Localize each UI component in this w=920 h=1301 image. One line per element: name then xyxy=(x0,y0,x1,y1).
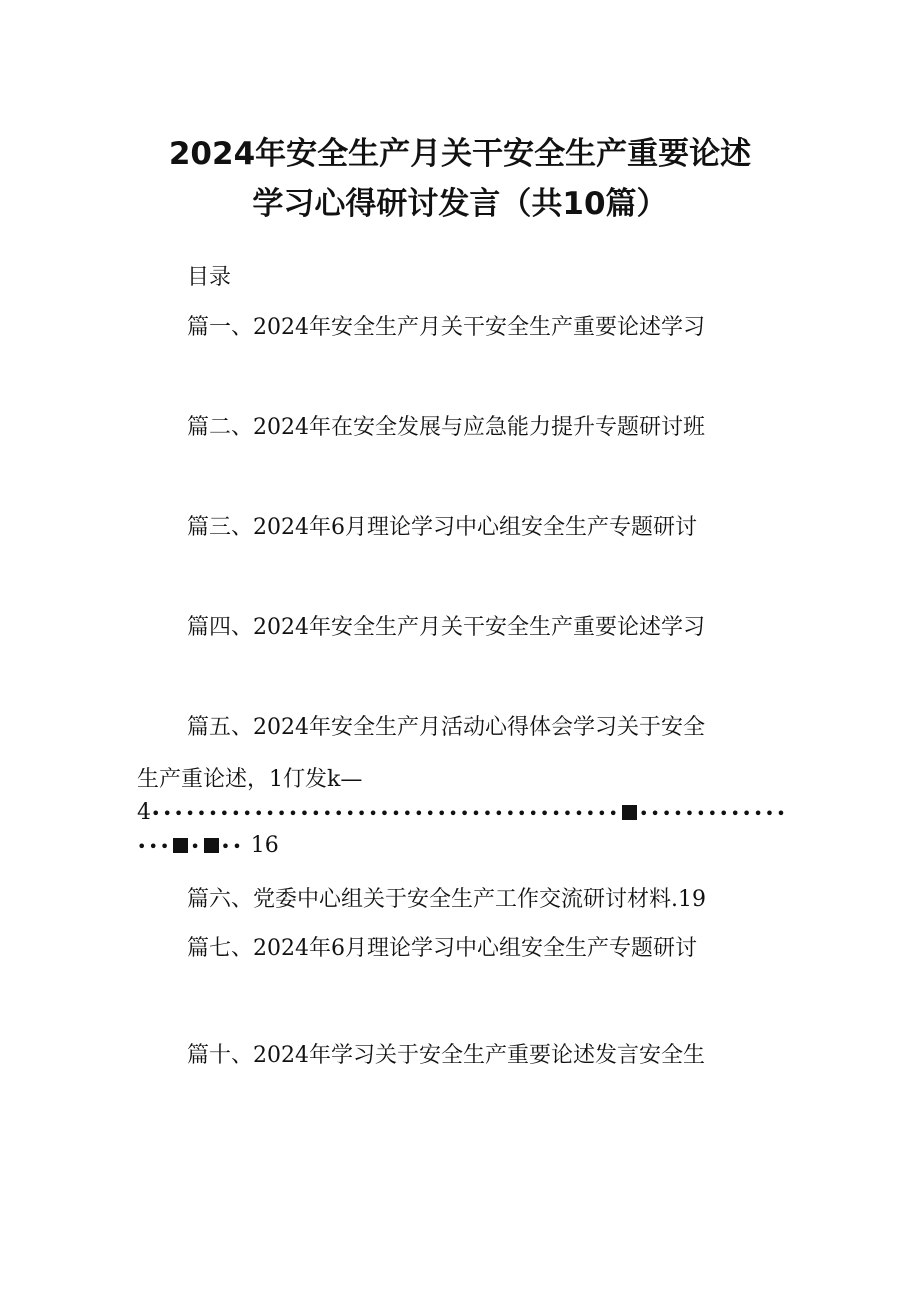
toc-item-1: 篇一、2024年安全生产月关干安全生产重要论述学习 xyxy=(187,315,705,340)
toc-leader-page: 16 xyxy=(250,833,279,858)
toc-leader-line-2: ••• • •• 16 xyxy=(137,833,279,858)
toc-heading: 目录 xyxy=(187,265,232,290)
toc-item-7: 篇七、2024年6月理论学习中心组安全生产专题研讨 xyxy=(187,936,697,961)
leader-square-mark xyxy=(173,838,188,853)
toc-item-4: 篇四、2024年安全生产月关干安全生产重要论述学习 xyxy=(187,615,705,640)
leader-square-mark xyxy=(204,838,219,853)
toc-item-10: 篇十、2024年学习关于安全生产重要论述发言安全生 xyxy=(187,1043,705,1068)
leader-square-mark xyxy=(622,805,637,820)
toc-item-5: 篇五、2024年安全生产月活动心得体会学习关于安全 xyxy=(187,715,705,740)
document-title-line-1: 2024年安全生产月关干安全生产重要论述 xyxy=(168,136,752,172)
toc-leader-start: 4 xyxy=(137,800,151,825)
toc-item-5-continued: 生产重论述，1仃发k— xyxy=(137,767,363,792)
toc-item-2: 篇二、2024年在安全发展与应急能力提升专题研讨班 xyxy=(187,415,705,440)
toc-item-6: 篇六、党委中心组关于安全生产工作交流研讨材料.19 xyxy=(187,887,706,912)
toc-leader-line-1: 4••••••••••••••••••••••••••••••••••••••••• ••••••••••••• xyxy=(137,800,788,825)
toc-item-3: 篇三、2024年6月理论学习中心组安全生产专题研讨 xyxy=(187,515,697,540)
document-title-line-2: 学习心得研讨发言（共10篇） xyxy=(252,186,668,222)
